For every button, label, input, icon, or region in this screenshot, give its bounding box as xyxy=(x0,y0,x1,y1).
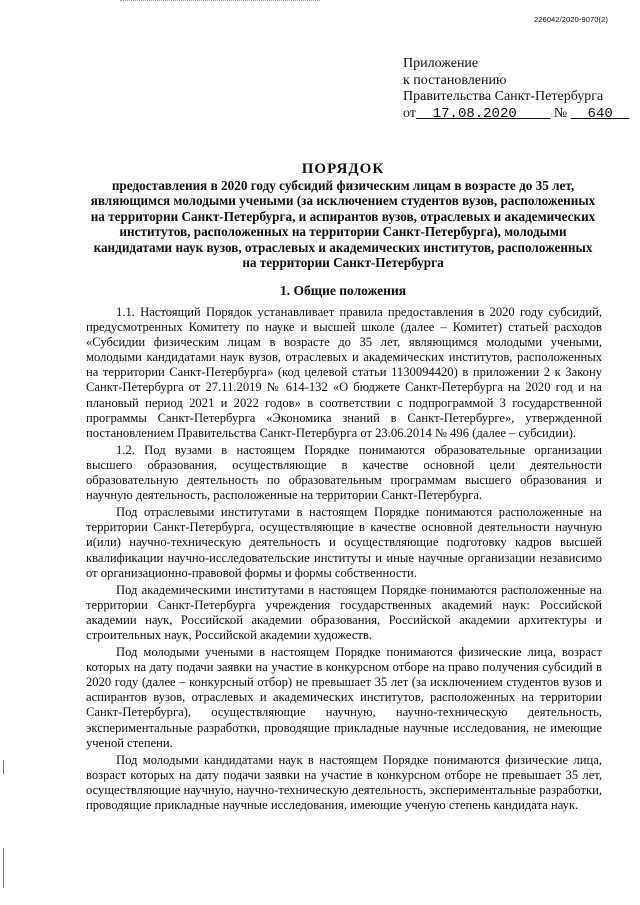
paragraph: 1.2. Под вузами в настоящем Порядке понимаются образовательные организации высшего образования, осуществляющие в качестве основной цели деятельности образовательную деятельность по образовательным программам высшего образования и научную деятельность, расположенные на территории Санкт-Петербурга. xyxy=(86,442,602,503)
section-body xyxy=(86,305,602,815)
from-label: от xyxy=(403,105,416,121)
section-heading: 1. Общие положения xyxy=(279,283,407,298)
resolution-number: 640 xyxy=(587,105,613,122)
paragraph: Под молодыми кандидатами наук в настоящем Порядке понимаются физические лица, возраст которых на дату подачи заявки на участие в конкурсном отборе не превышает 35 лет, осуществляющие научную, научно-техническую деятельность, экспериментальные разработки, проводящие прикладные научные исследования, имеющие ученую степень кандидата наук. xyxy=(86,752,602,812)
top-scan-rule xyxy=(120,0,320,3)
appendix-line: к постановлению xyxy=(403,72,507,88)
title-main: ПОРЯДОК xyxy=(301,161,385,177)
number-label: № xyxy=(553,105,568,121)
paragraph: 1.1. Настоящий Порядок устанавливает правила предоставления в 2020 году субсидий, предусмотренных Комитету по науке и высшей школе (далее – Комитет) статьей расходов «Субсидии физическим лицам в возрасте до 35 лет, являющимся молодыми учеными, молодыми кандидатами наук вузов, отраслевых и академических институтов, расположенных на территории Санкт-Петербурга» (код целевой статьи 1130094420) в приложении 2 к Закону Санкт-Петербурга от 27.11.2019 № 614-132 «О бюджете Санкт-Петербурга на 2020 год и на плановый период 2021 и 2022 годов» в соответствии с подпрограммой 3 государственной программы Санкт-Петербурга «Экономика знаний в Санкт-Петербурге», утвержденной постановлением Правительства Санкт-Петербурга от 23.06.2014 № 496 (далее – субсидии). xyxy=(86,305,602,440)
paragraph: Под академическими институтами в настоящем Порядке понимаются расположенные на территории Санкт-Петербурга учреждения государственных академий наук: Российской академии наук, Российской академии образования, Российской академии архитектуры и строительных наук, Российской академии художеств. xyxy=(86,582,602,642)
margin-scan-mark xyxy=(3,760,4,774)
appendix-line: Правительства Санкт-Петербурга xyxy=(403,89,604,104)
margin-scan-mark xyxy=(3,848,4,888)
document-id: 226042/2020-9070(2) xyxy=(533,15,608,24)
title-subtitle: предоставления в 2020 году субсидий физическим лицам в возрасте до 35 лет, являющимся молодыми учеными (за исключением студентов вузов, расположенных на территории Санкт-Петербурга, и аспирантов вузов, отраслевых и академических институтов, расположенных на территории Санкт-Петербурга), молодыми кандидатами наук вузов, отраслевых и академических институтов, расположенных на территории Санкт-Петербурга xyxy=(90,178,596,271)
paragraph: Под отраслевыми институтами в настоящем Порядке понимаются расположенные на территории Санкт-Петербурга, осуществляющие в качестве основной деятельности научную и(или) научно-техническую деятельность и осуществляющие подготовку кадров высшей квалификации научно-исследовательские институты и иные научные организации независимо от организационно-правовой формы и формы собственности. xyxy=(86,505,602,580)
appendix-date-number-line xyxy=(403,106,630,123)
appendix-line: Приложение xyxy=(403,56,479,71)
paragraph: Под молодыми учеными в настоящем Порядке понимаются физические лица, возраст которых на дату подачи заявки на участие в конкурсном отборе на право получения субсидий в 2020 году (далее – конкурсный отбор) не превышает 35 лет (за исключением студентов вузов и аспирантов вузов, отраслевых и академических институтов, расположенных на территории Санкт-Петербурга), осуществляющие научную, научно-техническую деятельность, экспериментальные разработки, проводящие прикладные научные исследования, не имеющие ученой степени. xyxy=(86,645,602,750)
appendix-block xyxy=(403,56,630,122)
resolution-date: 17.08.2020 xyxy=(432,105,517,122)
document-title xyxy=(86,160,600,270)
